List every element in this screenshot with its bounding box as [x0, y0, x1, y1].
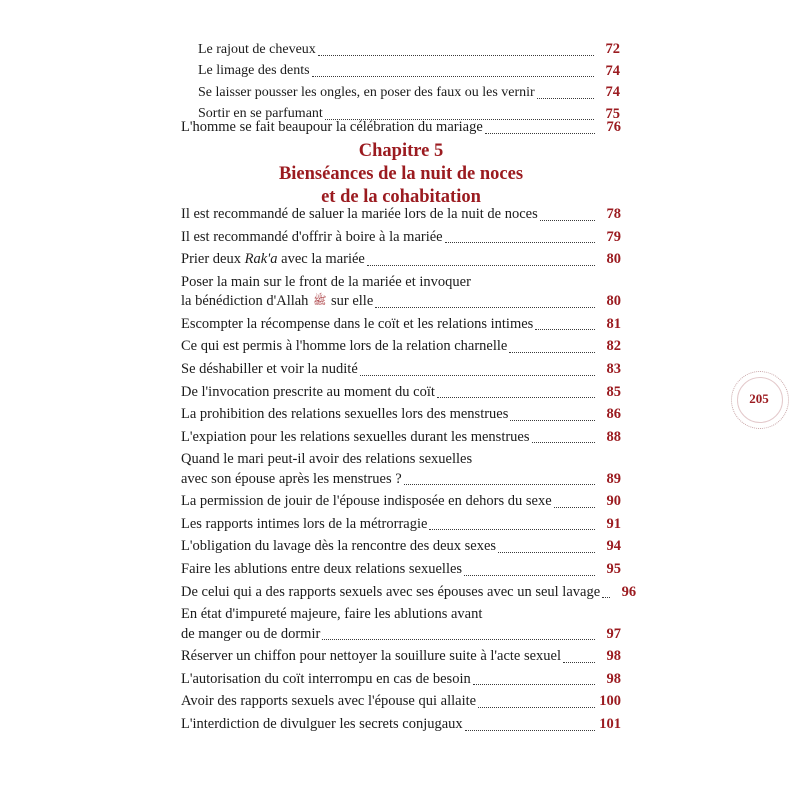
toc-entry-label: L'homme se fait beaupour la célébration du mariage: [181, 119, 483, 135]
toc-entry-label: Sortir en se parfumant: [198, 106, 323, 122]
toc-entry-page-number: 90: [606, 493, 621, 510]
toc-leader-dots: [465, 730, 595, 731]
toc-entry-label-continued: avec son épouse après les menstrues ?: [181, 470, 402, 487]
toc-entry-label: Se déshabiller et voir la nudité: [181, 360, 358, 377]
toc-entry[interactable]: [181, 337, 621, 357]
toc-entry-page-number: 86: [606, 406, 621, 423]
toc-entry-page-number: 82: [606, 338, 621, 355]
toc-leader-dots: [429, 529, 595, 530]
toc-entry[interactable]: [181, 605, 621, 644]
toc-entry-label: De celui qui a des rapports sexuels avec ses épouses avec un seul lavage: [181, 583, 601, 600]
toc-entry-page-number: 85: [606, 383, 621, 400]
toc-entry[interactable]: [181, 315, 621, 335]
toc-entry-page-number: 80: [606, 293, 621, 310]
toc-entry-page-number: 74: [605, 84, 620, 101]
toc-leader-dots: [554, 507, 595, 508]
toc-entry-page-number: 89: [606, 470, 621, 487]
chapter-title-line2: et de la cohabitation: [321, 187, 481, 208]
toc-entry[interactable]: [181, 647, 621, 667]
toc-leader-dots: [509, 352, 595, 353]
toc-entry-page-number: 98: [606, 670, 621, 687]
toc-entry[interactable]: [181, 273, 621, 312]
toc-entry-page-number: 83: [606, 360, 621, 377]
page-number-medallion: [728, 368, 790, 430]
toc-leader-dots: [473, 684, 595, 685]
toc-entry-label: L'expiation pour les relations sexuelles durant les menstrues: [181, 428, 530, 445]
chapter-heading: [181, 140, 621, 209]
toc-entry-label: L'obligation du lavage dès la rencontre des deux sexes: [181, 538, 497, 555]
toc-leader-dots: [537, 98, 594, 99]
toc-entry-page-number: 74: [605, 62, 620, 79]
toc-entry[interactable]: [181, 583, 637, 603]
toc-entry[interactable]: [181, 692, 621, 712]
toc-entry-label: Prier deux Rak'a avec la mariée: [181, 251, 365, 268]
toc-leader-dots: [532, 442, 595, 443]
toc-main-entry: [181, 118, 621, 141]
toc-entry-page-number: 91: [606, 515, 621, 532]
toc-entry[interactable]: [198, 40, 620, 60]
toc-entry-page-number: 97: [606, 625, 621, 642]
toc-entry-label: Le limage des dents: [198, 63, 310, 79]
toc-leader-dots: [563, 662, 595, 663]
toc-entry-label: L'interdiction de divulguer les secrets conjugaux: [181, 715, 463, 732]
toc-entry-label: En état d'impureté majeure, faire les ablutions avant: [181, 606, 483, 623]
toc-leader-dots: [312, 76, 594, 77]
toc-entry-label: Avoir des rapports sexuels avec l'épouse qui allaite: [181, 693, 477, 710]
toc-entry-label: La permission de jouir de l'épouse indisposée en dehors du sexe: [181, 493, 552, 510]
toc-entry-page-number: 94: [606, 538, 621, 555]
toc-entry[interactable]: [181, 492, 621, 512]
toc-entry-page-number: 98: [606, 648, 621, 665]
toc-entry[interactable]: [198, 83, 620, 103]
toc-leader-dots: [322, 639, 595, 640]
toc-entry[interactable]: [198, 62, 620, 82]
toc-sub-entries: [198, 40, 620, 126]
toc-leader-dots: [318, 55, 594, 56]
toc-entry-page-number: 81: [606, 315, 621, 332]
toc-entry[interactable]: [181, 405, 621, 425]
toc-leader-dots: [478, 707, 595, 708]
toc-entry[interactable]: [181, 670, 621, 690]
toc-entry[interactable]: [181, 228, 621, 248]
toc-leader-dots: [602, 597, 610, 598]
toc-entry-label: Réserver un chiffon pour nettoyer la souillure suite à l'acte sexuel: [181, 648, 562, 665]
toc-entry-label: Le rajout de cheveux: [198, 41, 316, 57]
toc-entry-page-number: 72: [605, 41, 620, 57]
chapter-title-line1: Bienséances de la nuit de noces: [278, 164, 524, 185]
toc-entry-page-number: 78: [606, 206, 621, 222]
toc-entry-label: Il est recommandé de saluer la mariée lors de la nuit de noces: [181, 206, 538, 222]
toc-leader-dots: [535, 329, 595, 330]
toc-entry[interactable]: [181, 360, 621, 380]
toc-entry-label: De l'invocation prescrite au moment du coït: [181, 383, 435, 400]
toc-entry[interactable]: [181, 560, 621, 580]
toc-entry-label: Il est recommandé d'offrir à boire à la mariée: [181, 228, 443, 245]
toc-entry[interactable]: [181, 715, 621, 735]
toc-entry-label: La prohibition des relations sexuelles lors des menstrues: [181, 406, 509, 423]
toc-leader-dots: [464, 575, 595, 576]
toc-entry-label: Faire les ablutions entre deux relations sexuelles: [181, 561, 463, 577]
toc-leader-dots: [498, 552, 595, 553]
toc-entry-page-number: 79: [606, 228, 621, 245]
toc-entry-label: Poser la main sur le front de la mariée et invoquer: [181, 273, 471, 290]
toc-entry[interactable]: [181, 250, 621, 270]
toc-entry[interactable]: [181, 205, 621, 225]
chapter-number: Chapitre 5: [358, 141, 444, 161]
toc-leader-dots: [540, 220, 595, 221]
toc-leader-dots: [367, 265, 595, 266]
toc-entry-label: L'autorisation du coït interrompu en cas de besoin: [181, 670, 471, 687]
toc-leader-dots: [375, 307, 595, 308]
toc-entry-page-number: 101: [599, 715, 621, 732]
toc-entry-label: Ce qui est permis à l'homme lors de la relation charnelle: [181, 338, 508, 355]
toc-entry[interactable]: [181, 515, 621, 535]
toc-entry[interactable]: [181, 537, 621, 557]
toc-entry-label: Escompter la récompense dans le coït et les relations intimes: [181, 315, 534, 332]
toc-entry-label-continued: de manger ou de dormir: [181, 625, 321, 642]
toc-leader-dots: [445, 242, 595, 243]
toc-entry-page-number: 100: [599, 693, 621, 710]
toc-entry[interactable]: [181, 383, 621, 403]
page-number: 205: [749, 391, 769, 406]
toc-entry-page-number: 95: [606, 561, 621, 577]
toc-entry[interactable]: [181, 428, 621, 448]
toc-entry-page-number: 88: [606, 428, 621, 445]
toc-entry-label: Quand le mari peut-il avoir des relations sexuelles: [181, 451, 473, 468]
toc-entry-page-number: 76: [606, 119, 621, 135]
toc-entry-page-number: 96: [621, 583, 637, 600]
toc-leader-dots: [360, 375, 595, 376]
toc-entry[interactable]: [181, 118, 621, 138]
toc-entry-label: Les rapports intimes lors de la métrorragie: [181, 515, 428, 532]
toc-leader-dots: [437, 397, 595, 398]
toc-entry-label-continued: la bénédiction d'Allah ﷺ sur elle: [181, 293, 374, 310]
toc-entry-page-number: 80: [606, 251, 621, 268]
toc-entry-label: Se laisser pousser les ongles, en poser des faux ou les vernir: [198, 84, 535, 100]
toc-entry-list: [181, 205, 637, 738]
toc-leader-dots: [404, 484, 595, 485]
toc-entry-page-number: 75: [605, 105, 620, 122]
toc-entry[interactable]: [181, 450, 621, 489]
toc-leader-dots: [485, 133, 595, 134]
toc-leader-dots: [510, 420, 595, 421]
